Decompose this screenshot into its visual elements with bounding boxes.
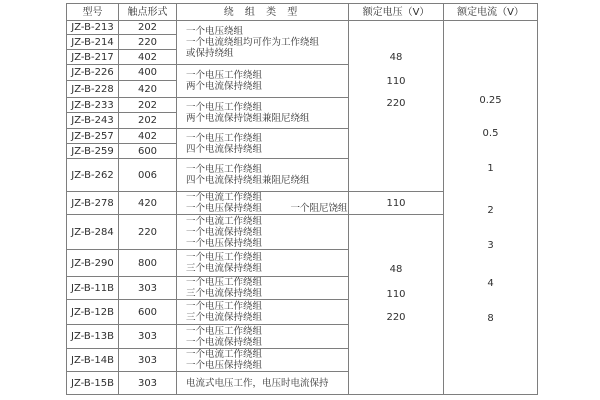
contact-cell: 303 [119,349,177,372]
contact-cell: 220 [119,35,177,50]
winding-line: 或保持绕组 [186,48,234,59]
model-cell: JZ-B-12B [67,300,119,325]
winding-cell [177,192,349,215]
winding-cell [177,129,349,159]
model-cell: JZ-B-284 [67,215,119,250]
header-winding: 绕 组 类 型 [177,4,349,21]
contact-cell: 402 [119,129,177,144]
winding-cell [177,250,349,277]
winding-line: 四个电流保持绕组兼阻尼绕组 [186,175,310,186]
voltage-block-2 [349,215,444,395]
model-cell: JZ-B-278 [67,192,119,215]
contact-cell: 420 [119,81,177,98]
header-voltage: 额定电压（V） [349,4,444,21]
winding-line: 一个电压工作绕组 [186,325,263,337]
winding-line: 一个电压工作绕组 [186,301,263,312]
model-cell: JZ-B-13B [67,325,119,349]
current-value: 4 [487,278,494,289]
winding-cell [177,159,349,192]
winding-line: 三个电流保持绕组 [186,312,263,323]
winding-line: 一个电流工作绕组 [186,215,263,227]
header-contact: 触点形式 [119,4,177,21]
winding-line: 一个电流保持绕组 [186,226,263,238]
current-value: 8 [487,313,494,324]
winding-line: 一个电压工作绕组 [186,277,263,288]
winding-line: 一个电压工作绕组 [186,132,263,144]
relay-spec-table [66,3,538,395]
header-row [67,4,538,21]
winding-cell [177,300,349,325]
contact-cell: 600 [119,144,177,159]
model-cell: JZ-B-11B [67,277,119,300]
winding-line: 一个电压绕组 [186,26,244,37]
contact-cell: 202 [119,98,177,113]
winding-cell [177,98,349,129]
winding-line: 一个电压工作绕组 [186,252,263,263]
winding-cell [177,21,349,65]
winding-cell [177,65,349,98]
voltage-single-cell: 110 [349,192,444,215]
winding-line: 一个电压保持绕组 [186,237,263,249]
table-row [67,21,538,35]
winding-line: 两个电流保持饶组兼阻尼绕组 [186,113,310,124]
model-cell: JZ-B-214 [67,35,119,50]
current-value: 0.5 [482,128,499,139]
winding-line: 一个电压工作绕组 [186,70,263,81]
model-cell: JZ-B-226 [67,65,119,81]
winding-line: 一个电压保持绕组 一个阻尼饶组 [186,203,348,214]
winding-cell [177,215,349,250]
model-cell: JZ-B-257 [67,129,119,144]
contact-cell: 303 [119,325,177,349]
contact-cell: 400 [119,65,177,81]
voltage-value: 48 [389,52,403,63]
winding-line: 一个电压工作绕组 [186,164,263,175]
model-cell: JZ-B-259 [67,144,119,159]
contact-cell: 420 [119,192,177,215]
winding-line: 一个电流保持绕组 [186,336,263,348]
model-cell: JZ-B-243 [67,113,119,129]
winding-line: 两个电流保持绕组 [186,81,263,92]
model-cell: JZ-B-228 [67,81,119,98]
current-value: 3 [487,240,494,251]
winding-line: 一个电压保持绕组 [186,360,263,371]
winding-cell [177,277,349,300]
contact-cell: 202 [119,21,177,35]
winding-line: 电流式电压工作，电压时电流保持 [186,377,329,389]
winding-line: 一个电流工作绕组 [186,349,263,360]
winding-cell [177,349,349,372]
winding-cell [177,372,349,395]
winding-cell [177,325,349,349]
contact-cell: 006 [119,159,177,192]
voltage-block-1 [349,21,444,192]
model-cell: JZ-B-233 [67,98,119,113]
voltage-value: 110 [386,76,406,87]
model-cell: JZ-B-15B [67,372,119,395]
current-value: 1 [487,163,494,174]
winding-line: 三个电流保持绕组 [186,263,263,274]
contact-cell: 303 [119,277,177,300]
model-cell: JZ-B-217 [67,50,119,65]
winding-line: 一个电流绕组均可作为工作绕组 [186,37,320,48]
header-current: 额定电流（V） [444,4,538,21]
current-value: 0.25 [479,95,502,106]
model-cell: JZ-B-262 [67,159,119,192]
model-cell: JZ-B-213 [67,21,119,35]
current-block [444,21,538,395]
contact-cell: 303 [119,372,177,395]
contact-cell: 402 [119,50,177,65]
winding-line: 一个电流工作绕组 [186,192,263,203]
model-cell: JZ-B-14B [67,349,119,372]
winding-line: 一个电压工作绕组 [186,102,263,113]
winding-line: 三个电流保持绕组 [186,288,263,299]
current-value: 2 [487,205,494,216]
winding-line: 四个电流保持绕组 [186,143,263,155]
voltage-value: 110 [386,289,406,300]
header-model: 型号 [67,4,119,21]
contact-cell: 600 [119,300,177,325]
voltage-value: 48 [389,264,403,275]
contact-cell: 202 [119,113,177,129]
voltage-value: 220 [386,312,406,323]
model-cell: JZ-B-290 [67,250,119,277]
voltage-value: 220 [386,98,406,109]
contact-cell: 220 [119,215,177,250]
contact-cell: 800 [119,250,177,277]
